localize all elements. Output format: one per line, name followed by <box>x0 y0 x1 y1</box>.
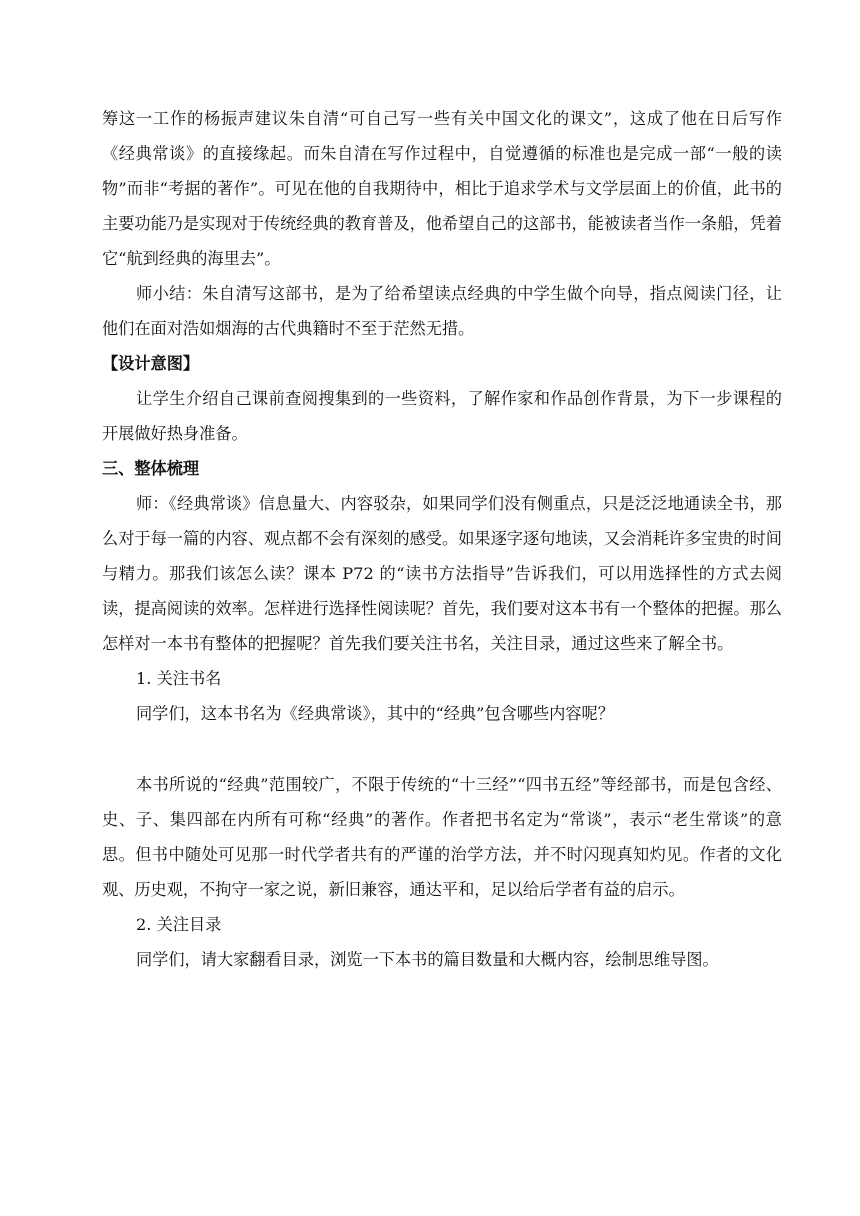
list-item-book-title: 1. 关注书名 <box>136 669 222 688</box>
list-item-table-of-contents: 2. 关注目录 <box>136 915 222 934</box>
blank-space <box>102 731 782 767</box>
paragraph-mind-map-task: 同学们，请大家翻看目录，浏览一下本书的篇目数量和大概内容，绘制思维导图。 <box>136 950 719 969</box>
paragraph-yang-zhensheng-suggestion: 筹这一工作的杨振声建议朱自清“可自己写一些有关中国文化的课文”，这成了他在日后写作《经典常谈》的直接缘起。而朱自清在写作过程中，自觉遵循的标准也是完成一部“一般的读物”而非“考据的著作”。可见在他的自我期待中，相比于追求学术与文学层面上的价值，此书的主要功能乃是实现对于传统经典的教育普及，他希望自己的这部书，能被读者当作一条船，凭着它“航到经典的海里去”。 <box>102 109 782 268</box>
paragraph-question-classics: 同学们，这本书名为《经典常谈》，其中的“经典”包含哪些内容呢？ <box>136 704 614 723</box>
paragraph-reading-method: 师：《经典常谈》信息量大、内容驳杂，如果同学们没有侧重点，只是泛泛地通读全书，那么对于每一篇的内容、观点都不会有深刻的感受。如果逐字逐句地读，又会消耗许多宝贵的时间与精力。那我们该怎么读？课本 P72 的“读书方法指导”告诉我们，可以用选择性的方式去阅读，提高阅读的效率。怎样进行选择性阅读呢？首先，我们要对这本书有一个整体的把握。那么怎样对一本书有整体的把握呢？首先我们要关注书名，关注目录，通过这些来了解全书。 <box>102 494 782 653</box>
document-page <box>102 101 782 977</box>
paragraph-teacher-summary: 师小结：朱自清写这部书，是为了给希望读点经典的中学生做个向导，指点阅读门径，让他们在面对浩如烟海的古代典籍时不至于茫然无措。 <box>102 284 782 338</box>
design-intent-heading: 【设计意图】 <box>102 354 200 373</box>
paragraph-classics-scope: 本书所说的“经典”范围较广，不限于传统的“十三经”“四书五经”等经部书，而是包含经、史、子、集四部在内所有可称“经典”的著作。作者把书名定为“常谈”，表示“老生常谈”的意思。但书中随处可见那一时代学者共有的严谨的治学方法，并不时闪现真知灼见。作者的文化观、历史观，不拘守一家之说，新旧兼容，通达平和，足以给后学者有益的启示。 <box>102 775 782 899</box>
paragraph-design-intent: 让学生介绍自己课前查阅搜集到的一些资料，了解作家和作品创作背景，为下一步课程的开展做好热身准备。 <box>102 389 782 443</box>
section-heading-overall-review: 三、整体梳理 <box>102 459 200 478</box>
